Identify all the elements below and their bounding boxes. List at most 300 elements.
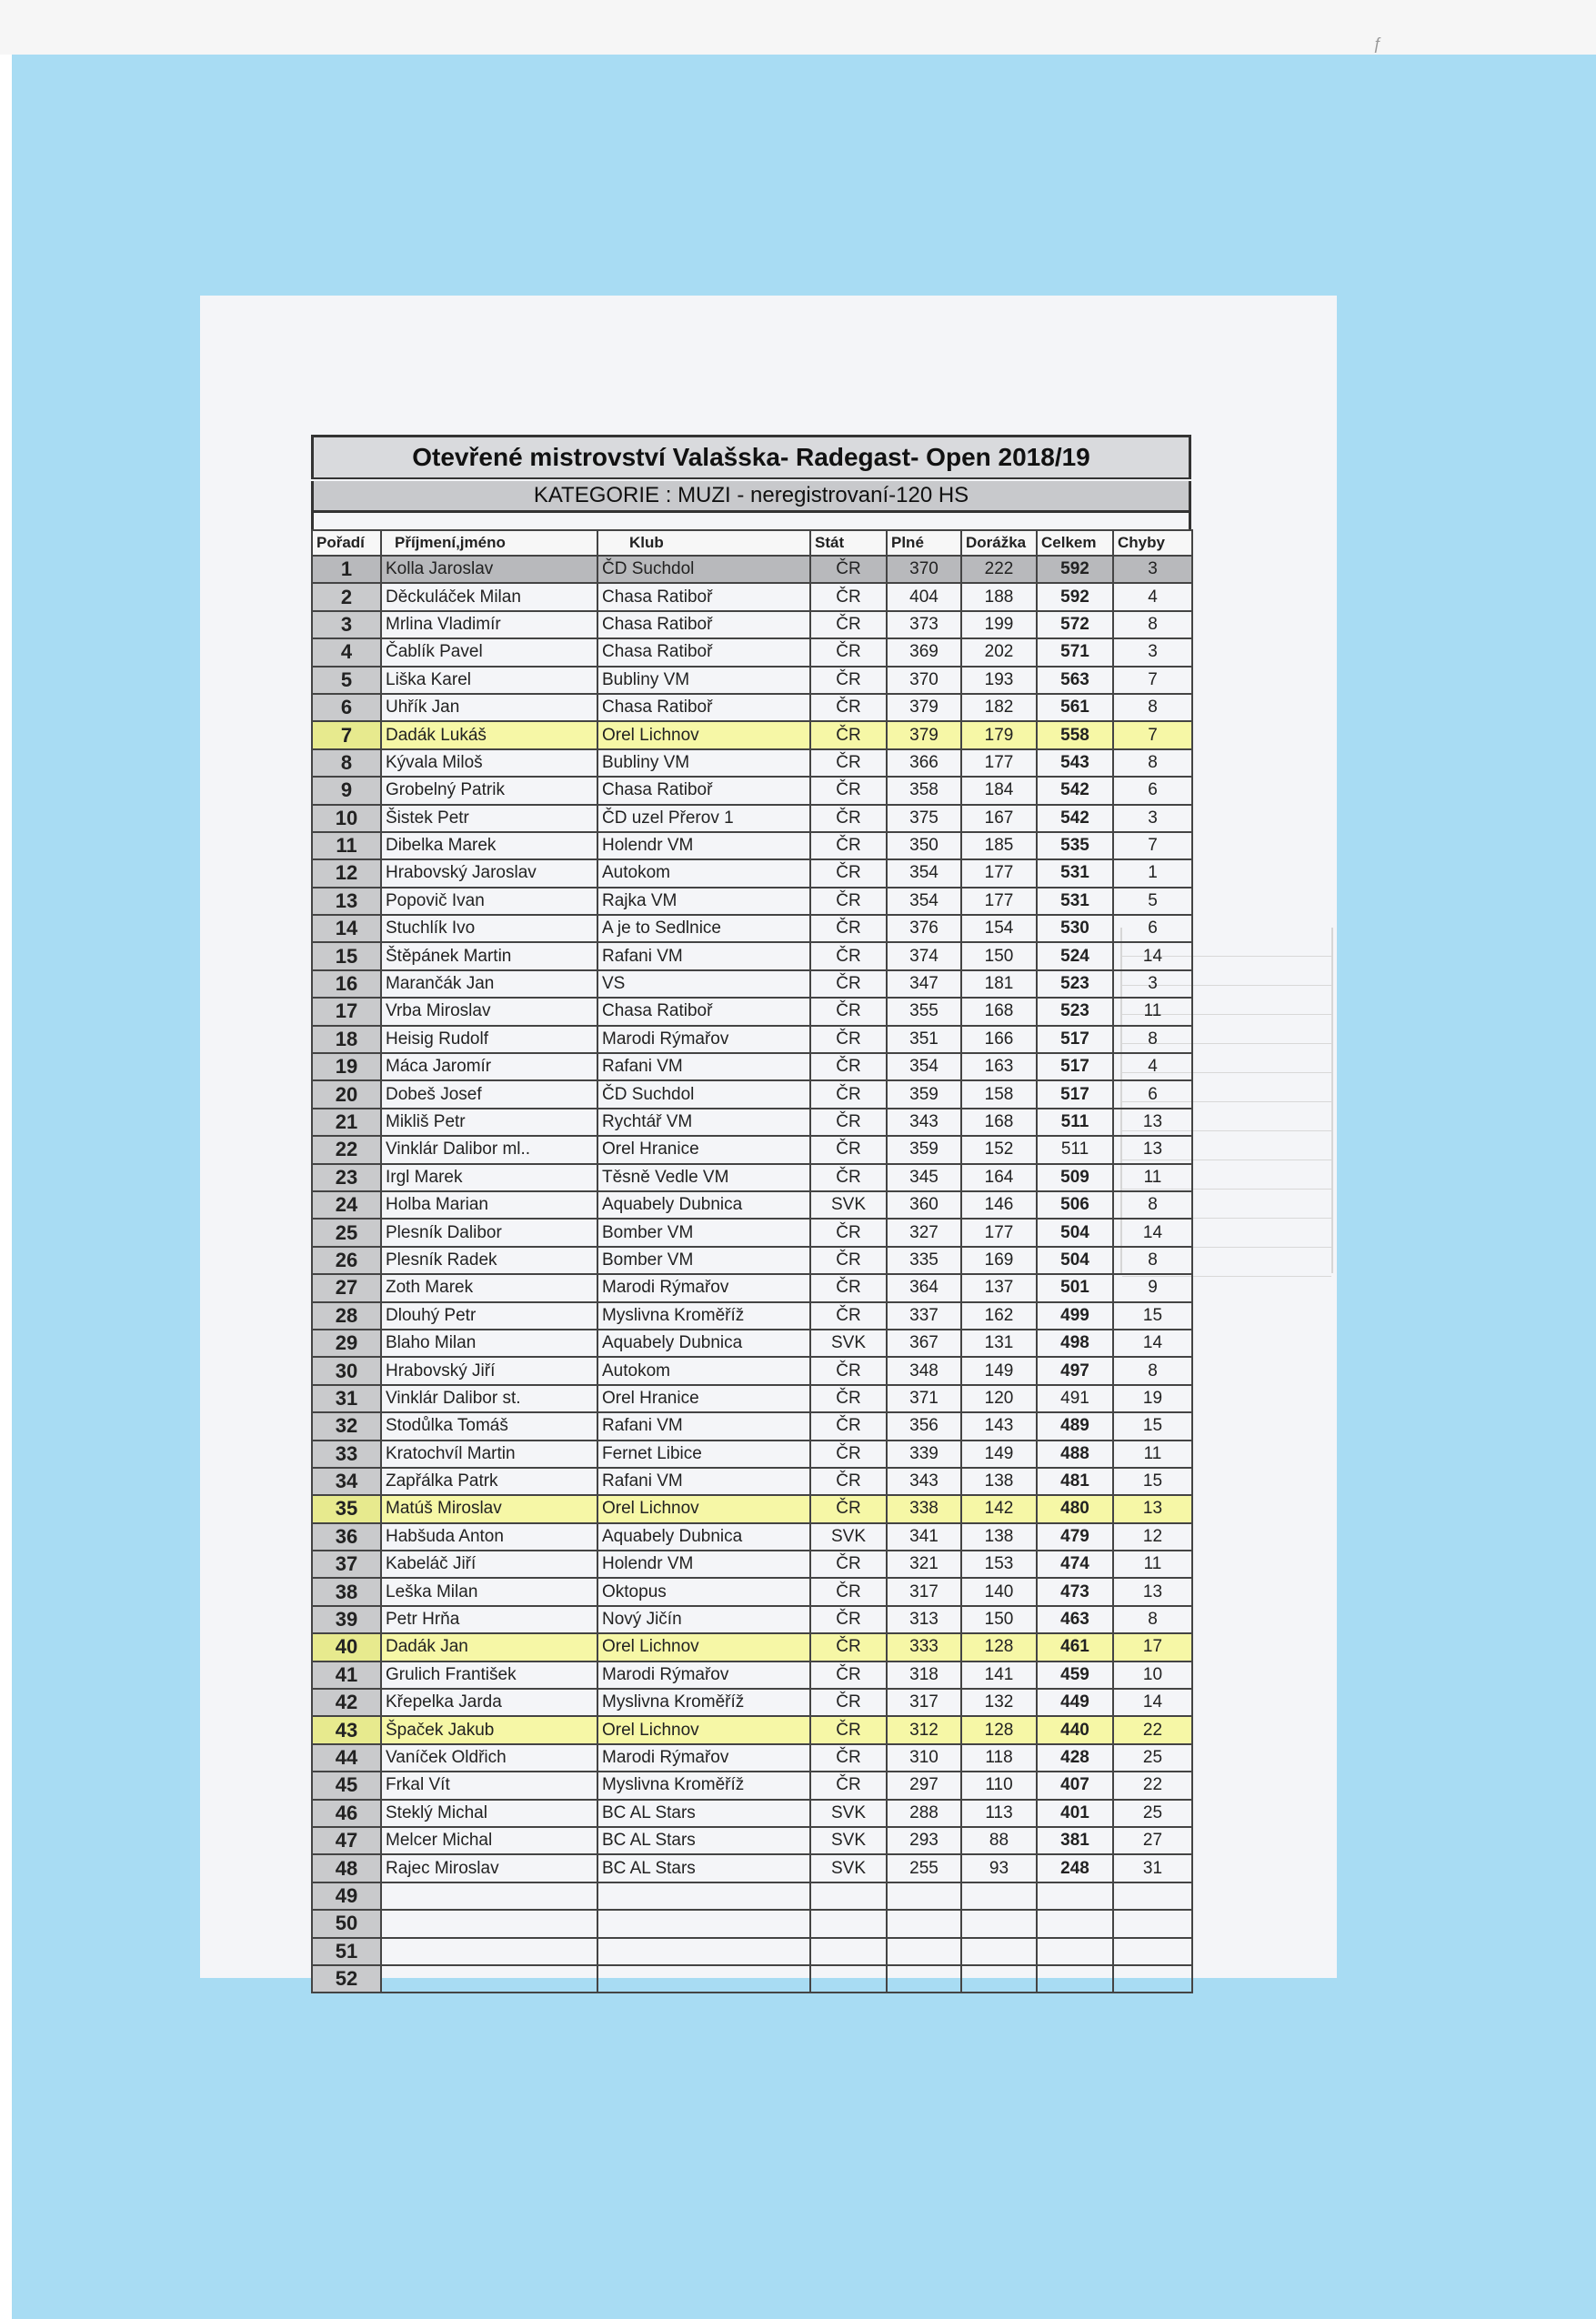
state-cell: ČR [810, 1219, 887, 1246]
table-row [312, 1495, 1192, 1522]
errors-cell: 14 [1113, 1330, 1192, 1357]
club-cell: Oktopus [597, 1578, 810, 1605]
club-cell: Aquabely Dubnica [597, 1523, 810, 1551]
table-row [312, 1523, 1192, 1551]
state-cell: ČR [810, 1468, 887, 1495]
table-row [312, 556, 1192, 583]
club-cell: Chasa Ratiboř [597, 777, 810, 804]
state-cell: ČR [810, 611, 887, 638]
errors-cell: 3 [1113, 970, 1192, 998]
total-cell: 517 [1037, 1080, 1113, 1108]
club-cell: Marodi Rýmařov [597, 1661, 810, 1689]
rank-cell: 21 [312, 1109, 381, 1136]
table-row [312, 694, 1192, 721]
clear-cell: 128 [961, 1716, 1037, 1743]
state-cell: ČR [810, 942, 887, 969]
full-cell: 373 [887, 611, 961, 638]
clear-cell: 118 [961, 1744, 1037, 1772]
total-cell: 449 [1037, 1689, 1113, 1716]
rank-cell: 17 [312, 998, 381, 1025]
total-cell: 561 [1037, 694, 1113, 721]
clear-cell: 138 [961, 1523, 1037, 1551]
errors-cell: 12 [1113, 1523, 1192, 1551]
rank-cell: 27 [312, 1274, 381, 1301]
errors-cell: 3 [1113, 556, 1192, 583]
total-cell: 504 [1037, 1247, 1113, 1274]
full-cell: 354 [887, 859, 961, 887]
club-cell: Marodi Rýmařov [597, 1274, 810, 1301]
errors-cell: 7 [1113, 667, 1192, 694]
full-cell: 356 [887, 1412, 961, 1440]
club-cell: Orel Lichnov [597, 721, 810, 748]
state-cell: ČR [810, 1109, 887, 1136]
full-cell: 379 [887, 721, 961, 748]
errors-cell: 22 [1113, 1716, 1192, 1743]
rank-cell: 35 [312, 1495, 381, 1522]
club-cell: Rychtář VM [597, 1109, 810, 1136]
name-cell: Stodůlka Tomáš [381, 1412, 597, 1440]
full-cell: 359 [887, 1080, 961, 1108]
errors-cell: 22 [1113, 1772, 1192, 1799]
club-cell: Aquabely Dubnica [597, 1191, 810, 1219]
state-cell: ČR [810, 970, 887, 998]
total-cell: 506 [1037, 1191, 1113, 1219]
state-cell: SVK [810, 1827, 887, 1854]
scan-mark: ƒ [1373, 35, 1383, 53]
club-cell: Autokom [597, 1357, 810, 1384]
full-cell [887, 1965, 961, 1993]
state-cell: ČR [810, 805, 887, 832]
rank-cell: 44 [312, 1744, 381, 1772]
table-row [312, 1854, 1192, 1882]
table-row [312, 667, 1192, 694]
club-cell: Bomber VM [597, 1219, 810, 1246]
errors-cell: 14 [1113, 942, 1192, 969]
club-cell: Rafani VM [597, 1468, 810, 1495]
total-cell: 517 [1037, 1053, 1113, 1080]
full-cell: 366 [887, 749, 961, 777]
total-cell: 523 [1037, 970, 1113, 998]
rank-cell: 32 [312, 1412, 381, 1440]
table-row [312, 1938, 1192, 1965]
clear-cell: 131 [961, 1330, 1037, 1357]
full-cell: 337 [887, 1302, 961, 1330]
name-cell: Stuchlík Ivo [381, 915, 597, 942]
club-cell: BC AL Stars [597, 1827, 810, 1854]
errors-cell: 25 [1113, 1800, 1192, 1827]
errors-cell: 13 [1113, 1495, 1192, 1522]
full-cell: 343 [887, 1468, 961, 1495]
name-cell: Dadák Lukáš [381, 721, 597, 748]
clear-cell: 149 [961, 1357, 1037, 1384]
name-cell: Frkal Vít [381, 1772, 597, 1799]
errors-cell: 3 [1113, 805, 1192, 832]
name-cell: Hrabovský Jaroslav [381, 859, 597, 887]
clear-cell: 150 [961, 1606, 1037, 1633]
state-cell: ČR [810, 915, 887, 942]
club-cell: ČD Suchdol [597, 556, 810, 583]
errors-cell: 14 [1113, 1219, 1192, 1246]
total-cell: 592 [1037, 556, 1113, 583]
state-cell: ČR [810, 1689, 887, 1716]
errors-cell: 13 [1113, 1578, 1192, 1605]
name-cell: Vrba Miroslav [381, 998, 597, 1025]
name-cell: Vaníček Oldřich [381, 1744, 597, 1772]
name-cell: Rajec Miroslav [381, 1854, 597, 1882]
name-cell: Zapřálka Patrk [381, 1468, 597, 1495]
total-cell: 473 [1037, 1578, 1113, 1605]
table-row [312, 1412, 1192, 1440]
rank-cell: 31 [312, 1385, 381, 1412]
table-row [312, 942, 1192, 969]
total-cell [1037, 1910, 1113, 1937]
rank-cell: 20 [312, 1080, 381, 1108]
full-cell: 341 [887, 1523, 961, 1551]
club-cell [597, 1882, 810, 1910]
state-cell: ČR [810, 667, 887, 694]
total-cell: 531 [1037, 859, 1113, 887]
total-cell: 440 [1037, 1716, 1113, 1743]
clear-cell: 142 [961, 1495, 1037, 1522]
total-cell: 542 [1037, 805, 1113, 832]
rank-cell: 33 [312, 1441, 381, 1468]
clear-cell [961, 1965, 1037, 1993]
name-cell: Čablík Pavel [381, 638, 597, 666]
clear-cell [961, 1938, 1037, 1965]
full-cell: 350 [887, 832, 961, 859]
table-row [312, 721, 1192, 748]
table-row [312, 1136, 1192, 1163]
col-name: Příjmení,jméno [381, 530, 597, 556]
rank-cell: 3 [312, 611, 381, 638]
errors-cell: 8 [1113, 1026, 1192, 1053]
errors-cell: 13 [1113, 1136, 1192, 1163]
table-row [312, 915, 1192, 942]
name-cell [381, 1938, 597, 1965]
col-full: Plné [887, 530, 961, 556]
rank-cell: 46 [312, 1800, 381, 1827]
state-cell: ČR [810, 1136, 887, 1163]
rank-cell: 13 [312, 888, 381, 915]
rank-cell: 38 [312, 1578, 381, 1605]
full-cell: 313 [887, 1606, 961, 1633]
state-cell: ČR [810, 1606, 887, 1633]
full-cell: 318 [887, 1661, 961, 1689]
club-cell [597, 1938, 810, 1965]
errors-cell: 8 [1113, 1191, 1192, 1219]
name-cell: Melcer Michal [381, 1827, 597, 1854]
club-cell: Marodi Rýmařov [597, 1744, 810, 1772]
clear-cell: 181 [961, 970, 1037, 998]
total-cell [1037, 1882, 1113, 1910]
table-row [312, 1965, 1192, 1993]
club-cell: Myslivna Kroměříž [597, 1302, 810, 1330]
clear-cell [961, 1910, 1037, 1937]
col-clear: Dorážka [961, 530, 1037, 556]
total-cell: 488 [1037, 1441, 1113, 1468]
table-row [312, 583, 1192, 610]
clear-cell: 143 [961, 1412, 1037, 1440]
total-cell: 480 [1037, 1495, 1113, 1522]
clear-cell: 141 [961, 1661, 1037, 1689]
total-cell: 407 [1037, 1772, 1113, 1799]
name-cell: Šistek Petr [381, 805, 597, 832]
table-row [312, 1330, 1192, 1357]
errors-cell: 31 [1113, 1854, 1192, 1882]
name-cell: Irgl Marek [381, 1164, 597, 1191]
name-cell: Vinklár Dalibor ml.. [381, 1136, 597, 1163]
errors-cell [1113, 1965, 1192, 1993]
club-cell: Myslivna Kroměříž [597, 1689, 810, 1716]
club-cell: Orel Lichnov [597, 1495, 810, 1522]
errors-cell: 6 [1113, 777, 1192, 804]
name-cell: Křepelka Jarda [381, 1689, 597, 1716]
total-cell: 517 [1037, 1026, 1113, 1053]
scanner-top-strip [0, 0, 1596, 55]
errors-cell: 17 [1113, 1633, 1192, 1661]
clear-cell: 153 [961, 1551, 1037, 1578]
club-cell: Bubliny VM [597, 667, 810, 694]
rank-cell: 23 [312, 1164, 381, 1191]
club-cell: Myslivna Kroměříž [597, 1772, 810, 1799]
rank-cell: 14 [312, 915, 381, 942]
total-cell: 248 [1037, 1854, 1113, 1882]
category-subtitle: KATEGORIE : MUZI - neregistrovaní-120 HS [311, 481, 1191, 513]
full-cell: 255 [887, 1854, 961, 1882]
club-cell: Rafani VM [597, 1412, 810, 1440]
rank-cell: 18 [312, 1026, 381, 1053]
state-cell: ČR [810, 1441, 887, 1468]
name-cell: Kolla Jaroslav [381, 556, 597, 583]
state-cell: ČR [810, 1551, 887, 1578]
full-cell: 351 [887, 1026, 961, 1053]
table-header [312, 530, 1192, 556]
state-cell: ČR [810, 556, 887, 583]
club-cell: Chasa Ratiboř [597, 611, 810, 638]
state-cell [810, 1910, 887, 1937]
rank-cell: 8 [312, 749, 381, 777]
rank-cell: 48 [312, 1854, 381, 1882]
total-cell: 571 [1037, 638, 1113, 666]
state-cell: ČR [810, 1633, 887, 1661]
full-cell: 359 [887, 1136, 961, 1163]
rank-cell: 16 [312, 970, 381, 998]
total-cell: 542 [1037, 777, 1113, 804]
total-cell: 497 [1037, 1357, 1113, 1384]
rank-cell: 30 [312, 1357, 381, 1384]
state-cell [810, 1882, 887, 1910]
table-row [312, 611, 1192, 638]
clear-cell: 140 [961, 1578, 1037, 1605]
club-cell: A je to Sedlnice [597, 915, 810, 942]
club-cell: Marodi Rýmařov [597, 1026, 810, 1053]
club-cell: Těsně Vedle VM [597, 1164, 810, 1191]
name-cell: Kratochvíl Martin [381, 1441, 597, 1468]
state-cell: ČR [810, 859, 887, 887]
state-cell [810, 1938, 887, 1965]
table-row [312, 1827, 1192, 1854]
club-cell: Orel Hranice [597, 1136, 810, 1163]
errors-cell: 4 [1113, 583, 1192, 610]
state-cell: ČR [810, 1080, 887, 1108]
col-total: Celkem [1037, 530, 1113, 556]
table-row [312, 1633, 1192, 1661]
rank-cell: 1 [312, 556, 381, 583]
rank-cell: 43 [312, 1716, 381, 1743]
clear-cell: 163 [961, 1053, 1037, 1080]
full-cell: 288 [887, 1800, 961, 1827]
name-cell: Kývala Miloš [381, 749, 597, 777]
errors-cell: 10 [1113, 1661, 1192, 1689]
total-cell: 511 [1037, 1136, 1113, 1163]
club-cell: Chasa Ratiboř [597, 694, 810, 721]
state-cell: ČR [810, 583, 887, 610]
total-cell: 592 [1037, 583, 1113, 610]
table-row [312, 888, 1192, 915]
club-cell: Holendr VM [597, 1551, 810, 1578]
total-cell: 501 [1037, 1274, 1113, 1301]
errors-cell: 1 [1113, 859, 1192, 887]
rank-cell: 26 [312, 1247, 381, 1274]
errors-cell: 11 [1113, 1164, 1192, 1191]
table-row [312, 638, 1192, 666]
clear-cell [961, 1882, 1037, 1910]
table-row [312, 970, 1192, 998]
errors-cell: 8 [1113, 749, 1192, 777]
total-cell: 481 [1037, 1468, 1113, 1495]
total-cell: 459 [1037, 1661, 1113, 1689]
document-title: Otevřené mistrovství Valašska- Radegast- Open 2018/19 [311, 435, 1191, 479]
errors-cell: 11 [1113, 1441, 1192, 1468]
club-cell: ČD uzel Přerov 1 [597, 805, 810, 832]
state-cell: ČR [810, 638, 887, 666]
total-cell: 524 [1037, 942, 1113, 969]
rank-cell: 41 [312, 1661, 381, 1689]
full-cell: 338 [887, 1495, 961, 1522]
club-cell: Holendr VM [597, 832, 810, 859]
table-row [312, 1606, 1192, 1633]
clear-cell: 184 [961, 777, 1037, 804]
full-cell: 345 [887, 1164, 961, 1191]
total-cell: 463 [1037, 1606, 1113, 1633]
errors-cell: 25 [1113, 1744, 1192, 1772]
rank-cell: 40 [312, 1633, 381, 1661]
errors-cell: 15 [1113, 1468, 1192, 1495]
clear-cell: 182 [961, 694, 1037, 721]
club-cell: Fernet Libice [597, 1441, 810, 1468]
full-cell: 370 [887, 556, 961, 583]
name-cell [381, 1882, 597, 1910]
table-row [312, 1109, 1192, 1136]
clear-cell: 154 [961, 915, 1037, 942]
total-cell: 530 [1037, 915, 1113, 942]
club-cell: ČD Suchdol [597, 1080, 810, 1108]
full-cell: 375 [887, 805, 961, 832]
errors-cell: 8 [1113, 1247, 1192, 1274]
rank-cell: 47 [312, 1827, 381, 1854]
total-cell: 479 [1037, 1523, 1113, 1551]
name-cell: Máca Jaromír [381, 1053, 597, 1080]
table-row [312, 1661, 1192, 1689]
full-cell: 310 [887, 1744, 961, 1772]
full-cell: 360 [887, 1191, 961, 1219]
clear-cell: 158 [961, 1080, 1037, 1108]
clear-cell: 150 [961, 942, 1037, 969]
club-cell: Rajka VM [597, 888, 810, 915]
state-cell: ČR [810, 694, 887, 721]
clear-cell: 88 [961, 1827, 1037, 1854]
results-table [311, 529, 1193, 1993]
clear-cell: 168 [961, 998, 1037, 1025]
full-cell: 364 [887, 1274, 961, 1301]
full-cell: 335 [887, 1247, 961, 1274]
table-row [312, 832, 1192, 859]
full-cell: 297 [887, 1772, 961, 1799]
table-row [312, 1772, 1192, 1799]
full-cell: 354 [887, 1053, 961, 1080]
state-cell: SVK [810, 1330, 887, 1357]
rank-cell: 36 [312, 1523, 381, 1551]
rank-cell: 15 [312, 942, 381, 969]
full-cell [887, 1938, 961, 1965]
name-cell: Dlouhý Petr [381, 1302, 597, 1330]
total-cell: 498 [1037, 1330, 1113, 1357]
rank-cell: 22 [312, 1136, 381, 1163]
full-cell: 327 [887, 1219, 961, 1246]
name-cell: Grulich František [381, 1661, 597, 1689]
errors-cell: 8 [1113, 694, 1192, 721]
state-cell: ČR [810, 1385, 887, 1412]
club-cell: Orel Lichnov [597, 1716, 810, 1743]
table-row [312, 1302, 1192, 1330]
col-errors: Chyby [1113, 530, 1192, 556]
table-row [312, 805, 1192, 832]
table-row [312, 749, 1192, 777]
table-row [312, 1274, 1192, 1301]
errors-cell [1113, 1938, 1192, 1965]
name-cell [381, 1910, 597, 1937]
rank-cell: 37 [312, 1551, 381, 1578]
name-cell: Dobeš Josef [381, 1080, 597, 1108]
name-cell: Grobelný Patrik [381, 777, 597, 804]
clear-cell: 132 [961, 1689, 1037, 1716]
club-cell: Nový Jičín [597, 1606, 810, 1633]
clear-cell: 168 [961, 1109, 1037, 1136]
club-cell: Bubliny VM [597, 749, 810, 777]
errors-cell: 11 [1113, 1551, 1192, 1578]
rank-cell: 52 [312, 1965, 381, 1993]
table-row [312, 1716, 1192, 1743]
state-cell: SVK [810, 1523, 887, 1551]
name-cell: Habšuda Anton [381, 1523, 597, 1551]
rank-cell: 49 [312, 1882, 381, 1910]
name-cell: Holba Marian [381, 1191, 597, 1219]
errors-cell: 6 [1113, 915, 1192, 942]
state-cell: ČR [810, 1053, 887, 1080]
full-cell [887, 1882, 961, 1910]
state-cell: ČR [810, 721, 887, 748]
errors-cell: 6 [1113, 1080, 1192, 1108]
club-cell: Rafani VM [597, 942, 810, 969]
table-row [312, 1910, 1192, 1937]
total-cell: 428 [1037, 1744, 1113, 1772]
state-cell: ČR [810, 1026, 887, 1053]
errors-cell [1113, 1882, 1192, 1910]
name-cell: Zoth Marek [381, 1274, 597, 1301]
clear-cell: 128 [961, 1633, 1037, 1661]
table-row [312, 1744, 1192, 1772]
state-cell: ČR [810, 1302, 887, 1330]
